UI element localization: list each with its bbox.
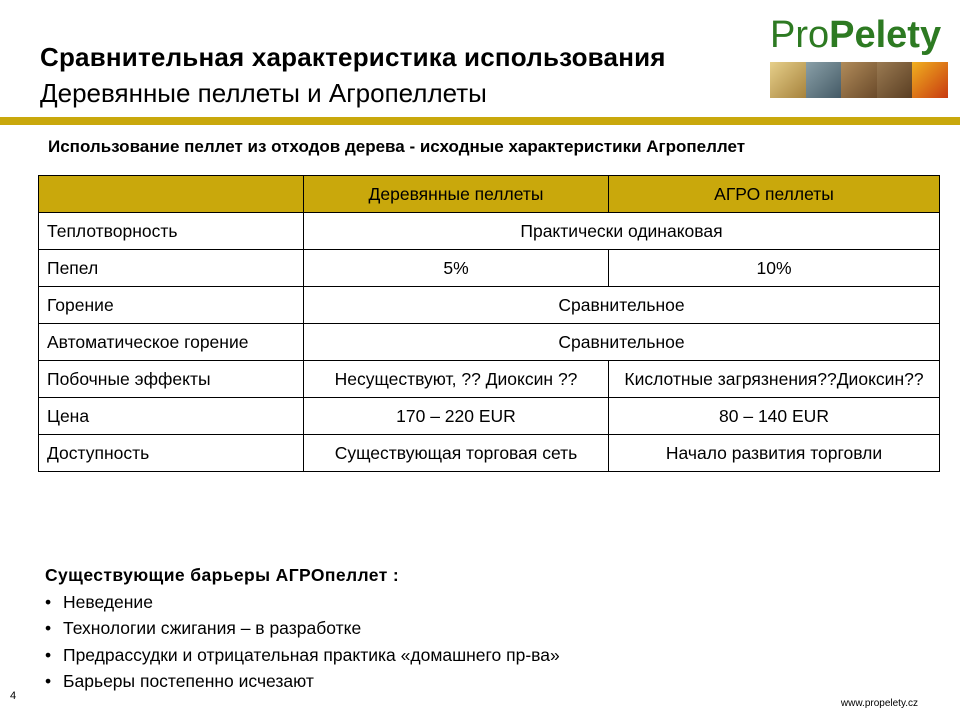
slide-title: Сравнительная характеристика использования	[40, 42, 666, 72]
logo-text-pro: Pro	[770, 14, 830, 56]
row-agro-value: Начало развития торговли	[609, 435, 940, 472]
header-agro-pellets: АГРО пеллеты	[609, 176, 940, 213]
row-label: Теплотворность	[39, 213, 304, 250]
list-item-text: Предрассудки и отрицательная практика «домашнего пр-ва»	[63, 644, 560, 665]
barriers-list	[45, 589, 560, 695]
row-merged-value: Сравнительное	[304, 287, 940, 324]
table-row	[39, 398, 940, 435]
list-item	[45, 642, 560, 669]
row-agro-value: 80 – 140 EUR	[609, 398, 940, 435]
list-item-text: Неведение	[63, 591, 153, 612]
row-label: Автоматическое горение	[39, 324, 304, 361]
row-label: Пепел	[39, 250, 304, 287]
row-wood-value: Несуществуют, ?? Диоксин ??	[304, 361, 609, 398]
row-wood-value: 5%	[304, 250, 609, 287]
page-number: 4	[10, 690, 17, 702]
table-row	[39, 213, 940, 250]
logo-photo-pellets	[841, 62, 877, 98]
header-empty-cell	[39, 176, 304, 213]
logo-photo-strip	[770, 62, 948, 98]
table-row	[39, 435, 940, 472]
comparison-table	[38, 175, 940, 472]
list-item	[45, 589, 560, 616]
barriers-section	[45, 562, 560, 695]
table-row	[39, 250, 940, 287]
footer-url: www.propelety.cz	[840, 698, 918, 709]
table-row	[39, 324, 940, 361]
row-merged-value: Практически одинаковая	[304, 213, 940, 250]
list-item-text: Барьеры постепенно исчезают	[63, 671, 314, 691]
logo-photo-straw	[770, 62, 806, 98]
table-row	[39, 287, 940, 324]
logo-photo-fire	[912, 62, 948, 98]
list-item	[45, 615, 560, 642]
list-item-text: Технологии сжигания – в разработке	[63, 618, 362, 638]
section-title: Использование пеллет из отходов дерева - исходные характеристики Агропеллет	[48, 137, 746, 156]
table-row	[39, 361, 940, 398]
row-label: Горение	[39, 287, 304, 324]
row-label: Доступность	[39, 435, 304, 472]
row-wood-value: Существующая торговая сеть	[304, 435, 609, 472]
row-wood-value: 170 – 220 EUR	[304, 398, 609, 435]
slide-subtitle: Деревянные пеллеты и Агропеллеты	[40, 78, 487, 108]
row-agro-value: 10%	[609, 250, 940, 287]
row-label: Цена	[39, 398, 304, 435]
table-header-row	[39, 176, 940, 213]
row-agro-value: Кислотные загрязнения??Диоксин??	[609, 361, 940, 398]
propelety-logo	[770, 14, 948, 100]
row-label: Побочные эффекты	[39, 361, 304, 398]
row-merged-value: Сравнительное	[304, 324, 940, 361]
header-wood-pellets: Деревянные пеллеты	[304, 176, 609, 213]
barriers-heading: Существующие барьеры АГРОпеллет :	[45, 565, 400, 585]
logo-text	[770, 14, 941, 56]
logo-photo-pellets-2	[877, 62, 913, 98]
logo-text-pelety: Peletу	[829, 14, 942, 56]
header-divider	[0, 117, 960, 125]
list-item	[45, 668, 560, 695]
logo-photo-machine	[806, 62, 842, 98]
